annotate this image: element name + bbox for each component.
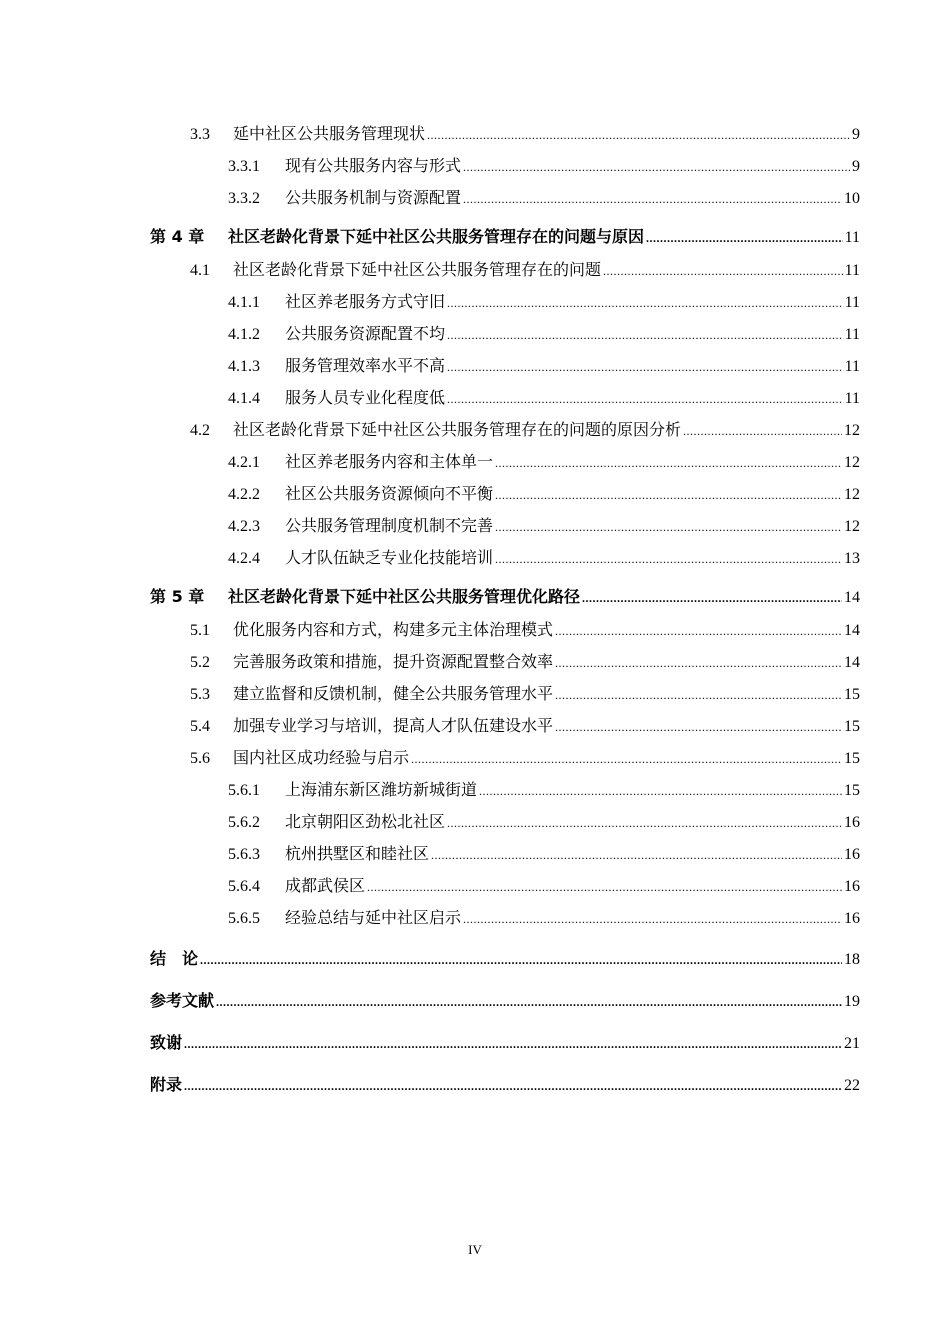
toc-entry[interactable] xyxy=(150,580,860,614)
dot-leader xyxy=(495,510,842,543)
toc-entry-number: 4.1.3 xyxy=(228,358,260,375)
dot-leader xyxy=(495,478,842,511)
toc-entry[interactable] xyxy=(150,942,860,976)
toc-entry-number: 4.2.1 xyxy=(228,454,260,471)
toc-entry-number: 5.1 xyxy=(190,622,210,639)
dot-leader xyxy=(447,382,843,415)
toc-entry-number: 4.1.4 xyxy=(228,390,260,407)
toc-entry[interactable] xyxy=(150,838,860,870)
toc-entry-title: 社区老龄化背景下延中社区公共服务管理存在的问题与原因 xyxy=(228,227,645,246)
toc-entry-page: 15 xyxy=(844,750,860,767)
dot-leader xyxy=(411,742,842,775)
dot-leader xyxy=(495,446,842,479)
dot-leader xyxy=(184,1026,842,1061)
toc-entry-title: 社区公共服务资源倾向不平衡 xyxy=(285,484,494,503)
dot-leader xyxy=(555,614,842,647)
toc-entry[interactable] xyxy=(150,220,860,254)
toc-entry-page: 10 xyxy=(844,190,860,207)
toc-entry-page: 12 xyxy=(844,422,860,439)
toc-entry-title: 成都武侯区 xyxy=(285,876,366,895)
dot-leader xyxy=(603,254,843,287)
toc-entry-number: 5.4 xyxy=(190,718,210,735)
toc-entry[interactable] xyxy=(150,902,860,934)
dot-leader xyxy=(463,150,850,183)
dot-leader xyxy=(463,182,842,215)
toc-entry-page: 12 xyxy=(844,518,860,535)
toc-entry-page: 11 xyxy=(844,229,860,246)
toc-entry-page: 9 xyxy=(852,126,860,143)
toc-entry-page: 13 xyxy=(844,550,860,567)
toc-entry-title: 结 论 xyxy=(150,949,199,968)
toc-entry-title: 公共服务管理制度机制不完善 xyxy=(285,516,494,535)
toc-entry[interactable] xyxy=(150,478,860,510)
dot-leader xyxy=(447,806,842,839)
toc-entry[interactable] xyxy=(150,742,860,774)
toc-entry-title: 公共服务机制与资源配置 xyxy=(285,188,462,207)
dot-leader xyxy=(555,646,842,679)
toc-entry-number: 5.6.3 xyxy=(228,846,260,863)
toc-entry-title: 杭州拱墅区和睦社区 xyxy=(285,844,430,863)
dot-leader xyxy=(431,838,842,871)
toc-entry-number: 4.1.1 xyxy=(228,294,260,311)
toc-entry-title: 北京朝阳区劲松北社区 xyxy=(285,812,446,831)
dot-leader xyxy=(200,942,842,977)
toc-entry-title: 社区养老服务内容和主体单一 xyxy=(285,452,494,471)
dot-leader xyxy=(555,710,842,743)
toc-entry[interactable] xyxy=(150,286,860,318)
toc-entry-number: 3.3 xyxy=(190,126,210,143)
toc-entry-number: 第 4 章 xyxy=(150,227,205,246)
toc-entry[interactable] xyxy=(150,318,860,350)
toc-entry-title: 建立监督和反馈机制，健全公共服务管理水平 xyxy=(233,684,554,703)
toc-entry[interactable] xyxy=(150,678,860,710)
dot-leader xyxy=(683,414,842,447)
toc-entry[interactable] xyxy=(150,446,860,478)
toc-entry-title: 服务人员专业化程度低 xyxy=(285,388,446,407)
toc-entry-number: 5.6.5 xyxy=(228,910,260,927)
dot-leader xyxy=(646,220,843,255)
toc-entry-page: 15 xyxy=(844,782,860,799)
toc-entry-page: 22 xyxy=(844,1077,860,1094)
toc-entry-number: 4.1 xyxy=(190,262,210,279)
toc-entry-title: 完善服务政策和措施，提升资源配置整合效率 xyxy=(233,652,554,671)
toc-entry[interactable] xyxy=(150,382,860,414)
toc-entry-page: 16 xyxy=(844,814,860,831)
toc-entry-title: 延中社区公共服务管理现状 xyxy=(233,124,426,143)
dot-leader xyxy=(447,318,843,351)
toc-entry-page: 15 xyxy=(844,718,860,735)
toc-entry-title: 社区老龄化背景下延中社区公共服务管理存在的问题 xyxy=(233,260,602,279)
toc-entry-title: 社区老龄化背景下延中社区公共服务管理优化路径 xyxy=(228,587,581,606)
toc-entry-title: 优化服务内容和方式，构建多元主体治理模式 xyxy=(233,620,554,639)
toc-entry[interactable] xyxy=(150,254,860,286)
toc-entry-title: 参考文献 xyxy=(150,991,215,1010)
toc-entry[interactable] xyxy=(150,710,860,742)
toc-entry-number: 4.2.3 xyxy=(228,518,260,535)
dot-leader xyxy=(216,984,842,1019)
toc-entry-page: 11 xyxy=(844,294,860,311)
page-number: IV xyxy=(468,1242,482,1257)
toc-entry-title: 附录 xyxy=(150,1075,183,1094)
toc-entry-page: 14 xyxy=(844,589,860,606)
toc-entry-title: 人才队伍缺乏专业化技能培训 xyxy=(285,548,494,567)
toc-entry-number: 第 5 章 xyxy=(150,587,205,606)
toc-entry[interactable] xyxy=(150,414,860,446)
table-of-contents xyxy=(150,118,860,1102)
toc-entry[interactable] xyxy=(150,870,860,902)
toc-entry-number: 3.3.2 xyxy=(228,190,260,207)
toc-entry-page: 11 xyxy=(844,390,860,407)
dot-leader xyxy=(582,580,842,615)
toc-entry[interactable] xyxy=(150,182,860,214)
toc-entry-page: 9 xyxy=(852,158,860,175)
toc-entry-page: 11 xyxy=(844,358,860,375)
toc-entry-page: 21 xyxy=(844,1035,860,1052)
toc-entry[interactable] xyxy=(150,806,860,838)
toc-entry-number: 4.2.4 xyxy=(228,550,260,567)
toc-entry[interactable] xyxy=(150,1068,860,1102)
dot-leader xyxy=(479,774,842,807)
dot-leader xyxy=(495,542,842,575)
toc-entry[interactable] xyxy=(150,542,860,574)
toc-entry[interactable] xyxy=(150,150,860,182)
toc-entry-number: 3.3.1 xyxy=(228,158,260,175)
toc-entry[interactable] xyxy=(150,510,860,542)
toc-entry-title: 加强专业学习与培训，提高人才队伍建设水平 xyxy=(233,716,554,735)
toc-entry-title: 服务管理效率水平不高 xyxy=(285,356,446,375)
toc-entry-title: 经验总结与延中社区启示 xyxy=(285,908,462,927)
toc-entry[interactable] xyxy=(150,984,860,1018)
toc-entry-number: 5.2 xyxy=(190,654,210,671)
toc-entry-page: 18 xyxy=(844,951,860,968)
toc-entry-page: 16 xyxy=(844,910,860,927)
toc-entry-page: 12 xyxy=(844,454,860,471)
toc-entry[interactable] xyxy=(150,646,860,678)
dot-leader xyxy=(427,118,850,151)
toc-entry[interactable] xyxy=(150,118,860,150)
dot-leader xyxy=(184,1068,842,1103)
toc-entry[interactable] xyxy=(150,614,860,646)
toc-entry-number: 4.2 xyxy=(190,422,210,439)
toc-entry-number: 5.6.2 xyxy=(228,814,260,831)
toc-entry-page: 14 xyxy=(844,622,860,639)
toc-entry-page: 11 xyxy=(844,262,860,279)
toc-entry[interactable] xyxy=(150,774,860,806)
toc-entry-title: 现有公共服务内容与形式 xyxy=(285,156,462,175)
toc-entry-page: 16 xyxy=(844,846,860,863)
toc-entry-number: 4.2.2 xyxy=(228,486,260,503)
toc-entry-page: 15 xyxy=(844,686,860,703)
toc-entry-title: 致谢 xyxy=(150,1033,183,1052)
dot-leader xyxy=(447,350,843,383)
dot-leader xyxy=(447,286,843,319)
toc-entry-page: 19 xyxy=(844,993,860,1010)
toc-entry-page: 14 xyxy=(844,654,860,671)
toc-entry-title: 社区养老服务方式守旧 xyxy=(285,292,446,311)
toc-entry-title: 国内社区成功经验与启示 xyxy=(233,748,410,767)
toc-entry-number: 5.3 xyxy=(190,686,210,703)
toc-entry-title: 社区老龄化背景下延中社区公共服务管理存在的问题的原因分析 xyxy=(233,420,682,439)
toc-entry-page: 16 xyxy=(844,878,860,895)
toc-entry[interactable] xyxy=(150,350,860,382)
toc-entry-page: 11 xyxy=(844,326,860,343)
toc-entry-title: 公共服务资源配置不均 xyxy=(285,324,446,343)
toc-entry-number: 5.6.1 xyxy=(228,782,260,799)
dot-leader xyxy=(463,902,842,935)
toc-entry-number: 5.6.4 xyxy=(228,878,260,895)
toc-entry[interactable] xyxy=(150,1026,860,1060)
dot-leader xyxy=(367,870,842,903)
toc-entry-number: 4.1.2 xyxy=(228,326,260,343)
toc-entry-page: 12 xyxy=(844,486,860,503)
toc-entry-title: 上海浦东新区潍坊新城街道 xyxy=(285,780,478,799)
toc-entry-number: 5.6 xyxy=(190,750,210,767)
dot-leader xyxy=(555,678,842,711)
